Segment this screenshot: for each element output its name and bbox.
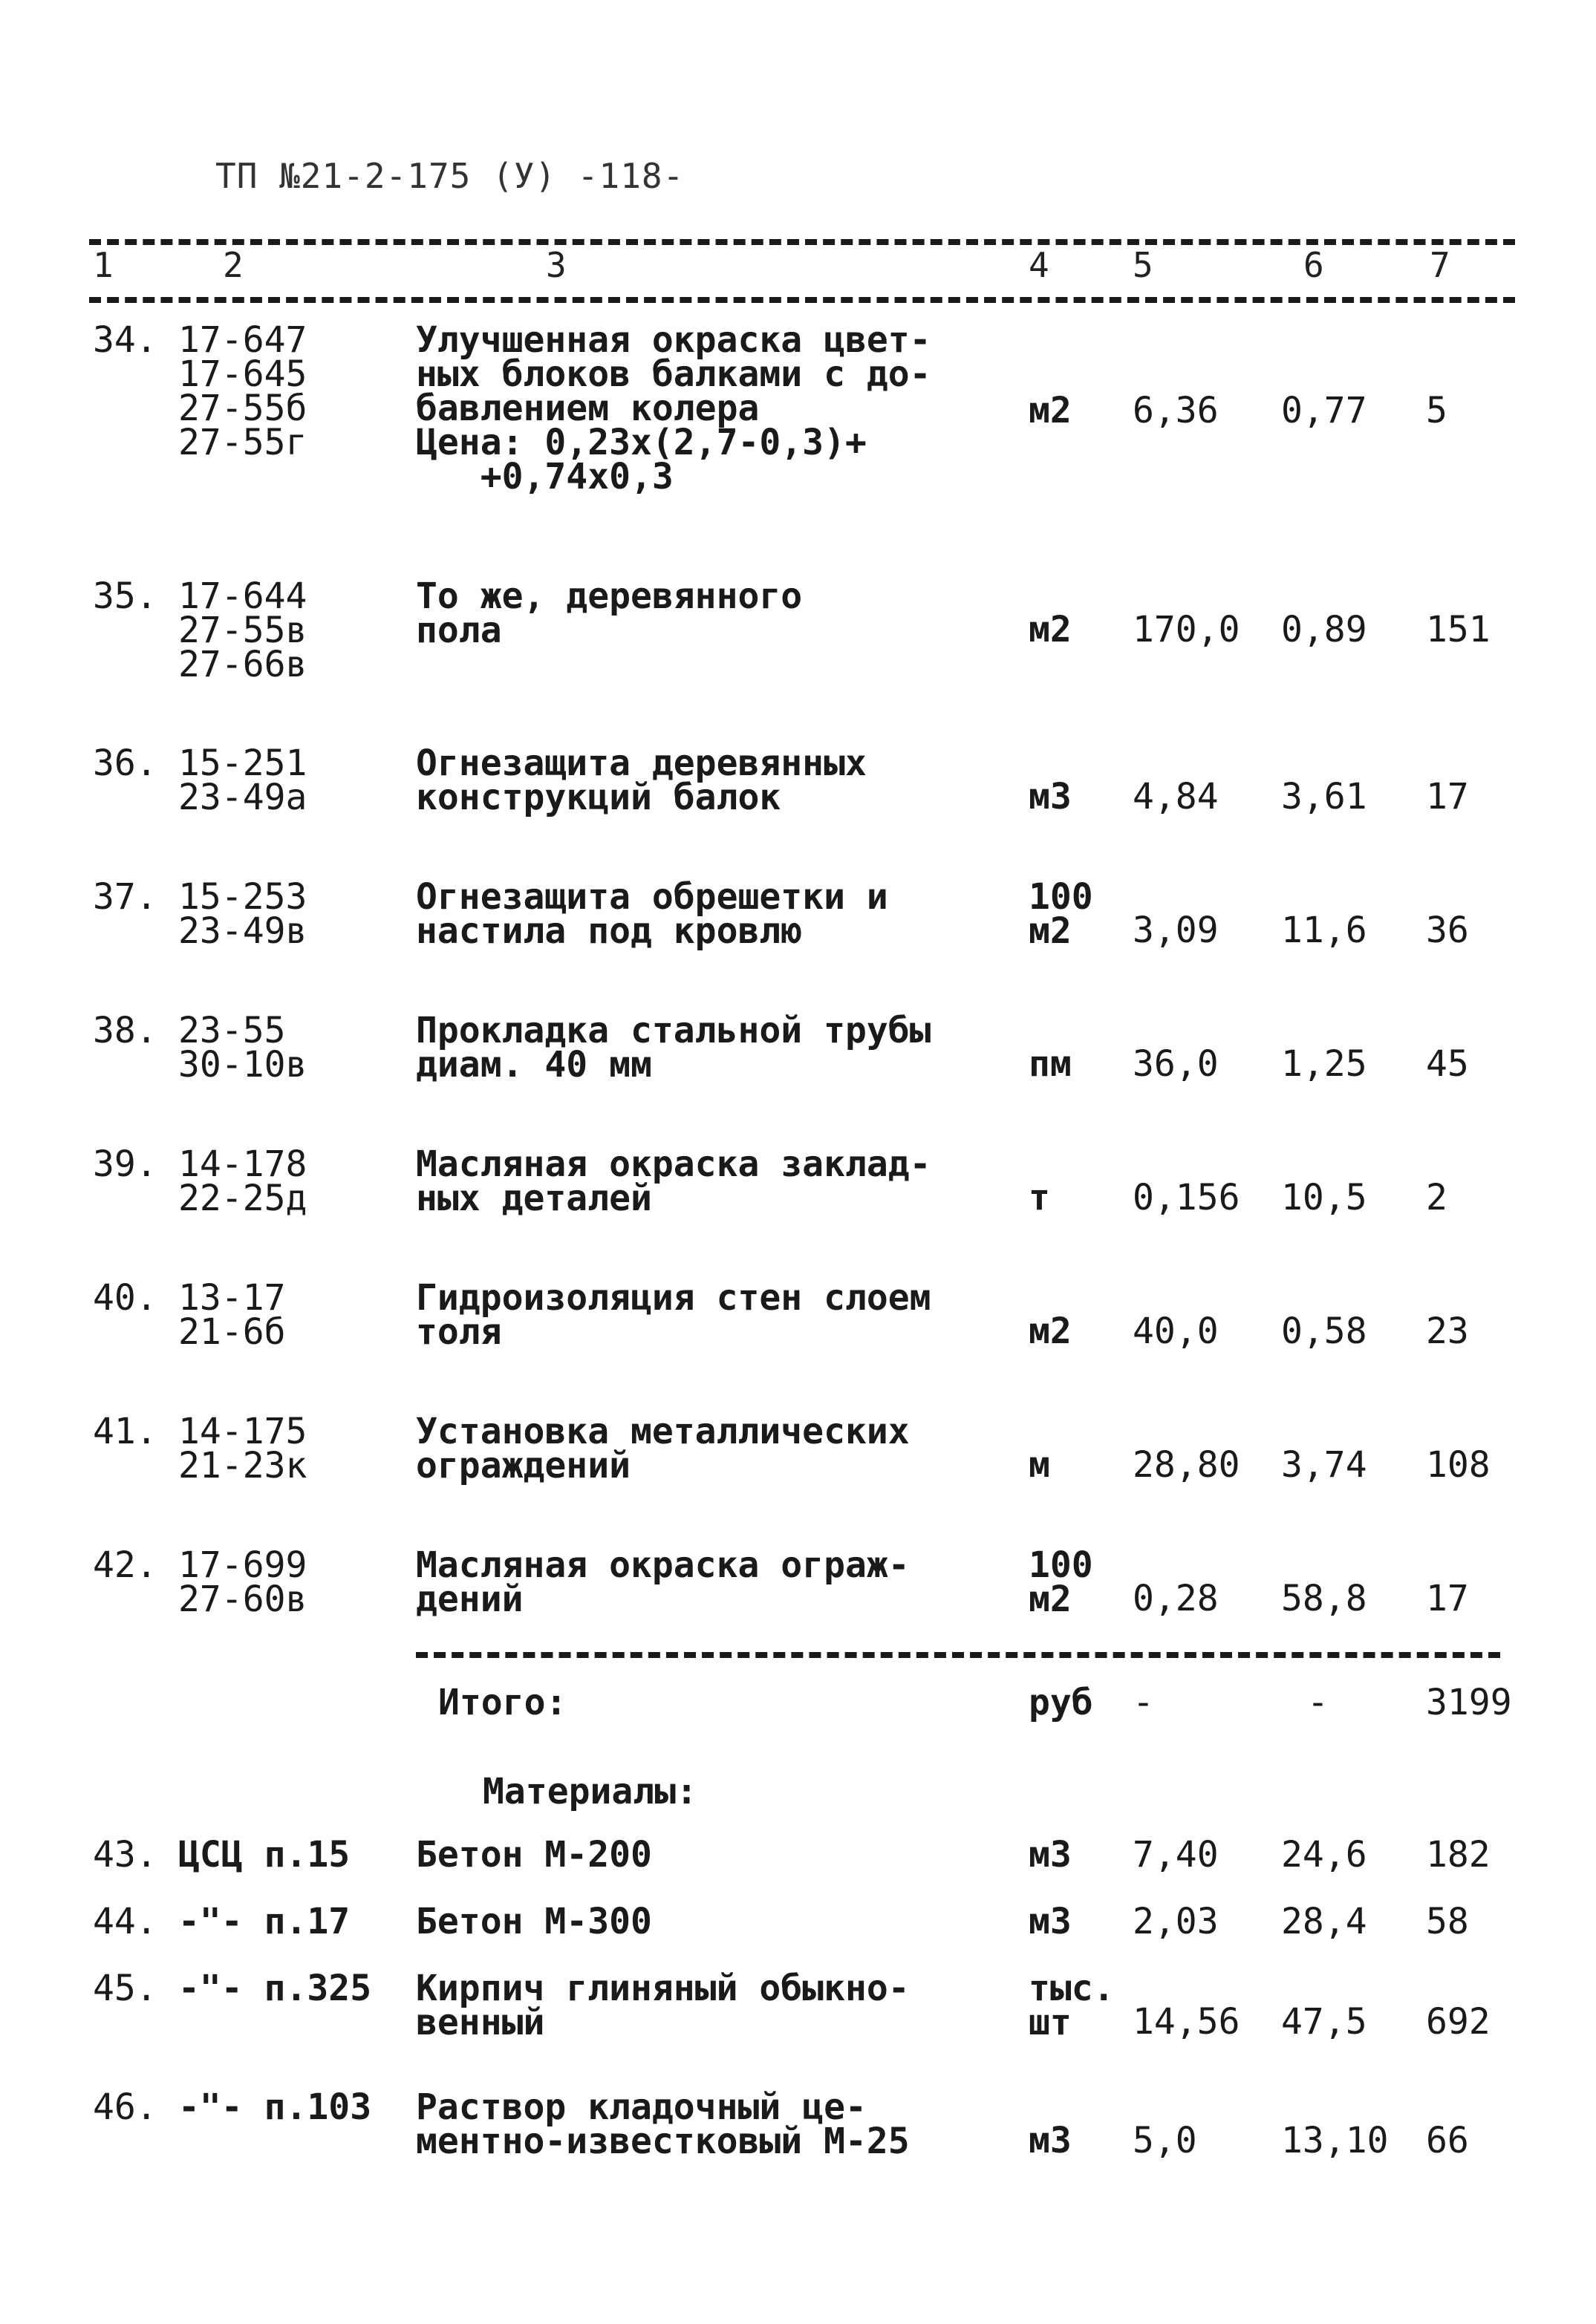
row-description: Бетон М-300 xyxy=(416,1901,652,1942)
row-total: 182 xyxy=(1426,1834,1491,1876)
row-unit: тыс. шт xyxy=(1029,1968,1115,2043)
table-header-rule xyxy=(89,297,1515,303)
row-total: 2 xyxy=(1426,1177,1447,1218)
row-number: 34. xyxy=(93,319,157,361)
row-number: 45. xyxy=(93,1968,157,2009)
row-price: 24,6 xyxy=(1281,1834,1367,1876)
row-description: Огнезащита деревянных конструкций балок xyxy=(416,742,867,818)
row-description: Огнезащита обрешетки и настила под кровлю xyxy=(416,876,888,952)
row-number: 35. xyxy=(93,575,157,617)
row-description: Масляная окраска ограж- дений xyxy=(416,1544,910,1620)
row-number: 39. xyxy=(93,1143,157,1185)
row-codes: 17-644 27-55в 27-66в xyxy=(178,575,307,685)
row-number: 43. xyxy=(93,1834,157,1876)
row-price: 3,61 xyxy=(1281,776,1367,817)
row-number: 46. xyxy=(93,2086,157,2128)
row-qty: 14,56 xyxy=(1133,2001,1240,2043)
row-codes: 23-55 30-10в xyxy=(178,1010,307,1086)
subtotal-label: Итого: xyxy=(438,1682,567,1723)
column-header-4: 4 xyxy=(1029,245,1049,285)
row-price: 0,58 xyxy=(1281,1310,1367,1352)
row-number: 41. xyxy=(93,1411,157,1452)
row-total: 108 xyxy=(1426,1444,1491,1486)
row-codes: -"- п.103 xyxy=(178,2086,372,2128)
row-description: Кирпич глиняный обыкно- венный xyxy=(416,1968,910,2043)
row-unit: м3 xyxy=(1029,776,1072,817)
row-qty: 0,156 xyxy=(1133,1177,1240,1218)
table-top-rule xyxy=(89,239,1515,245)
row-price: 0,77 xyxy=(1281,390,1367,431)
row-unit: м2 xyxy=(1029,609,1072,650)
row-codes: 14-178 22-25д xyxy=(178,1143,307,1219)
row-unit: м2 xyxy=(1029,1310,1072,1352)
row-number: 40. xyxy=(93,1277,157,1319)
row-price: 11,6 xyxy=(1281,910,1367,951)
column-header-6: 6 xyxy=(1303,245,1324,285)
row-unit: 100 м2 xyxy=(1029,1544,1093,1620)
row-codes: 15-253 23-49в xyxy=(178,876,307,952)
row-price: 13,10 xyxy=(1281,2120,1389,2161)
row-total: 151 xyxy=(1426,609,1491,650)
row-codes: -"- п.325 xyxy=(178,1968,372,2009)
column-header-7: 7 xyxy=(1430,245,1450,285)
row-qty: 40,0 xyxy=(1133,1310,1219,1352)
subtotal-price: - xyxy=(1307,1682,1329,1723)
row-number: 42. xyxy=(93,1544,157,1586)
row-description: Гидроизоляция стен слоем толя xyxy=(416,1277,931,1353)
materials-heading: Материалы: xyxy=(483,1771,697,1812)
row-price: 10,5 xyxy=(1281,1177,1367,1218)
row-unit: м3 xyxy=(1029,1901,1072,1942)
row-qty: 6,36 xyxy=(1133,390,1219,431)
row-codes: 13-17 21-6б xyxy=(178,1277,286,1353)
row-total: 17 xyxy=(1426,1578,1469,1619)
row-qty: 3,09 xyxy=(1133,910,1219,951)
row-qty: 28,80 xyxy=(1133,1444,1240,1486)
row-price: 0,89 xyxy=(1281,609,1367,650)
subtotal-rule xyxy=(416,1652,1500,1658)
subtotal-unit: руб xyxy=(1029,1682,1093,1723)
row-total: 36 xyxy=(1426,910,1469,951)
row-codes: 17-699 27-60в xyxy=(178,1544,307,1620)
row-number: 38. xyxy=(93,1010,157,1051)
column-header-5: 5 xyxy=(1133,245,1153,285)
row-description: Масляная окраска заклад- ных деталей xyxy=(416,1143,931,1219)
row-total: 58 xyxy=(1426,1901,1469,1942)
row-description: Бетон М-200 xyxy=(416,1834,652,1876)
row-qty: 7,40 xyxy=(1133,1834,1219,1876)
row-qty: 170,0 xyxy=(1133,609,1240,650)
row-total: 692 xyxy=(1426,2001,1491,2043)
row-qty: 4,84 xyxy=(1133,776,1219,817)
row-price: 28,4 xyxy=(1281,1901,1367,1942)
row-codes: ЦСЦ п.15 xyxy=(178,1834,351,1876)
column-header-3: 3 xyxy=(546,245,567,285)
row-unit: 100 м2 xyxy=(1029,876,1093,952)
column-header-2: 2 xyxy=(223,245,244,285)
row-price: 58,8 xyxy=(1281,1578,1367,1619)
row-codes: 15-251 23-49а xyxy=(178,742,307,818)
row-number: 37. xyxy=(93,876,157,918)
row-qty: 36,0 xyxy=(1133,1043,1219,1085)
row-total: 23 xyxy=(1426,1310,1469,1352)
subtotal-total: 3199 xyxy=(1426,1682,1512,1723)
row-number: 44. xyxy=(93,1901,157,1942)
row-price: 47,5 xyxy=(1281,2001,1367,2043)
row-description: Прокладка стальной трубы диам. 40 мм xyxy=(416,1010,931,1086)
row-codes: -"- п.17 xyxy=(178,1901,351,1942)
row-unit: пм xyxy=(1029,1043,1072,1085)
subtotal-qty: - xyxy=(1133,1682,1154,1723)
row-description: Установка металлических ограждений xyxy=(416,1411,910,1486)
row-number: 36. xyxy=(93,742,157,784)
row-total: 5 xyxy=(1426,390,1447,431)
row-codes: 14-175 21-23к xyxy=(178,1411,307,1486)
page-header: ТП №21-2-175 (У) -118- xyxy=(215,156,685,196)
row-unit: м3 xyxy=(1029,1834,1072,1876)
row-unit: м xyxy=(1029,1444,1050,1486)
row-total: 66 xyxy=(1426,2120,1469,2161)
row-total: 45 xyxy=(1426,1043,1469,1085)
column-header-1: 1 xyxy=(93,245,114,285)
row-price: 3,74 xyxy=(1281,1444,1367,1486)
row-price: 1,25 xyxy=(1281,1043,1367,1085)
row-unit: т xyxy=(1029,1177,1050,1218)
row-qty: 5,0 xyxy=(1133,2120,1197,2161)
row-unit: м2 xyxy=(1029,390,1072,431)
row-unit: м3 xyxy=(1029,2120,1072,2161)
row-qty: 2,03 xyxy=(1133,1901,1219,1942)
row-total: 17 xyxy=(1426,776,1469,817)
row-description: Улучшенная окраска цвет- ных блоков балками с до- бавлением колера Цена: 0,23х(2,7-0,3)+ +0,74х0,3 xyxy=(416,319,931,497)
row-qty: 0,28 xyxy=(1133,1578,1219,1619)
row-description: То же, деревянного пола xyxy=(416,575,803,651)
row-codes: 17-647 17-645 27-55б 27-55г xyxy=(178,319,307,463)
row-description: Раствор кладочный це- ментно-известковый М-25 xyxy=(416,2086,910,2162)
